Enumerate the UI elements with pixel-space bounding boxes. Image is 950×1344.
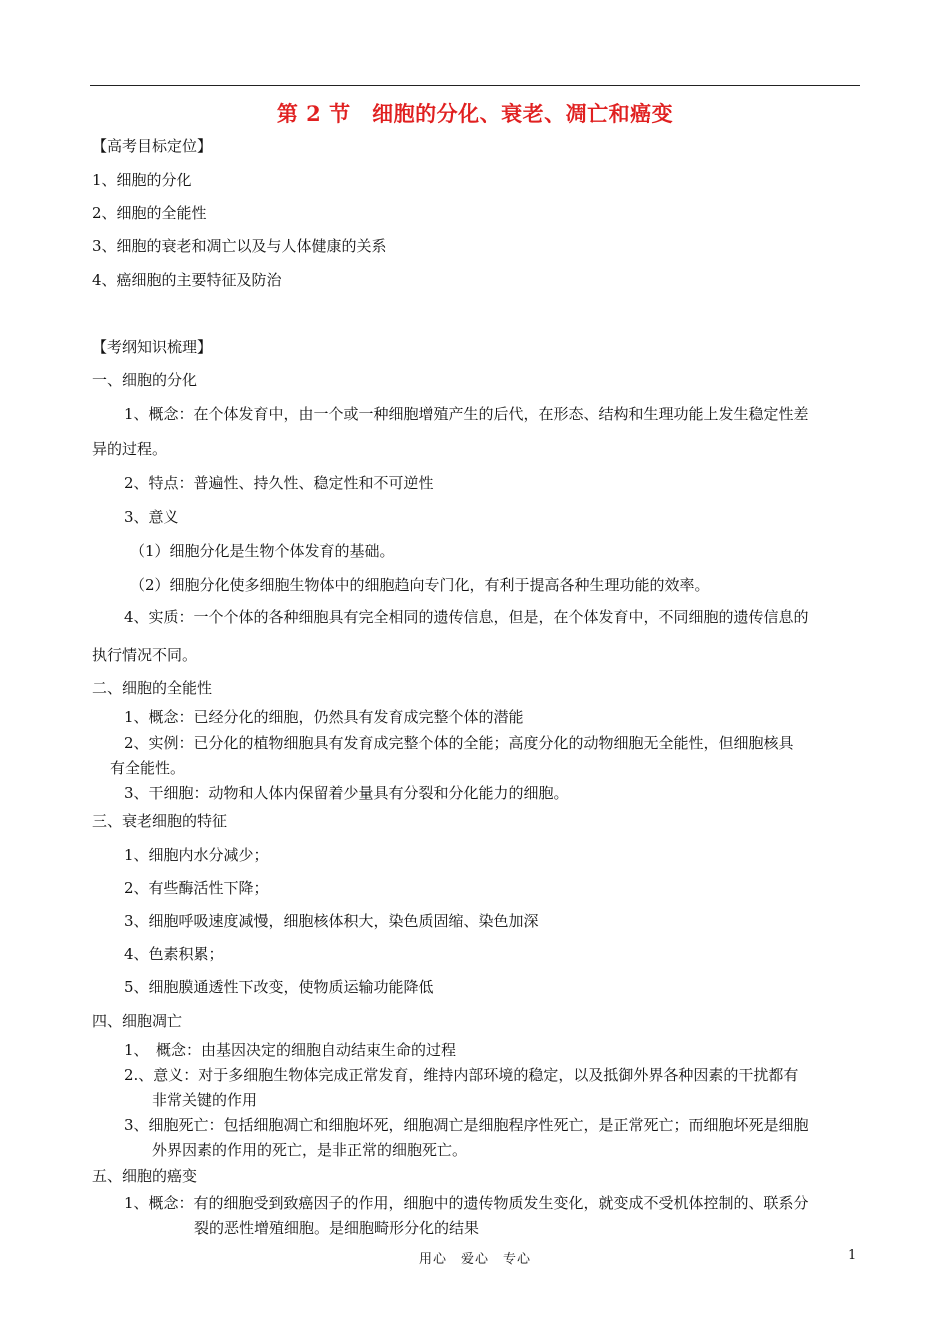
page-title: 第 2 节 细胞的分化、衰老、凋亡和癌变 (276, 101, 674, 126)
goal-item-4: 4、癌细胞的主要特征及防治 (92, 271, 282, 289)
section-heading-5: 五、细胞的癌变 (92, 1167, 198, 1185)
sec3-item-4: 4、色素积累； (124, 945, 224, 963)
sec1-significance-2: （2）细胞分化使多细胞生物体中的细胞趋向专门化，有利于提高各种生理功能的效率。 (130, 576, 710, 594)
sec2-example-line1: 2、实例：已分化的植物细胞具有发育成完整个体的全能；高度分化的动物细胞无全能性，但细胞核具 (124, 734, 794, 752)
sec2-stem-cell: 3、干细胞：动物和人体内保留着少量具有分裂和分化能力的细胞。 (124, 784, 569, 802)
section-heading-4: 四、细胞凋亡 (92, 1012, 183, 1030)
goals-header: 【高考目标定位】 (92, 137, 213, 155)
sec2-concept: 1、概念：已经分化的细胞，仍然具有发育成完整个体的潜能 (124, 708, 524, 726)
sec1-essence-line2: 执行情况不同。 (92, 646, 198, 664)
sec4-death-line1: 3、细胞死亡：包括细胞凋亡和细胞坏死，细胞凋亡是细胞程序性死亡，是正常死亡；而细胞坏死是细胞 (124, 1116, 809, 1134)
sec2-example-line2: 有全能性。 (110, 759, 186, 777)
page-footer: 用心 爱心 专心 (418, 1252, 531, 1267)
sec4-meaning-line2: 非常关键的作用 (152, 1091, 258, 1109)
sec1-significance: 3、意义 (124, 508, 179, 526)
section-heading-2: 二、细胞的全能性 (92, 679, 213, 697)
section-heading-3: 三、衰老细胞的特征 (92, 812, 228, 830)
sec3-item-5: 5、细胞膜通透性下改变，使物质运输功能降低 (124, 978, 434, 996)
sec1-concept-line1: 1、概念：在个体发育中，由一个或一种细胞增殖产生的后代，在形态、结构和生理功能上发生稳定性差 (124, 405, 809, 423)
section-heading-1: 一、细胞的分化 (92, 371, 198, 389)
goal-item-3: 3、细胞的衰老和凋亡以及与人体健康的关系 (92, 237, 387, 255)
header-rule (90, 85, 860, 86)
page-number: 1 (848, 1248, 857, 1263)
sec3-item-1: 1、细胞内水分减少； (124, 846, 269, 864)
goal-item-2: 2、细胞的全能性 (92, 204, 207, 222)
outline-header: 【考纲知识梳理】 (92, 338, 213, 356)
sec5-concept-line2: 裂的恶性增殖细胞。是细胞畸形分化的结果 (194, 1219, 480, 1237)
sec4-concept: 1、 概念：由基因决定的细胞自动结束生命的过程 (124, 1041, 457, 1059)
sec1-significance-1: （1）细胞分化是生物个体发育的基础。 (130, 542, 395, 560)
sec1-essence-line1: 4、实质：一个个体的各种细胞具有完全相同的遗传信息，但是，在个体发育中，不同细胞的遗传信息的 (124, 608, 809, 626)
sec1-concept-line2: 异的过程。 (92, 440, 168, 458)
sec4-meaning-line1: 2.、意义：对于多细胞生物体完成正常发育，维持内部环境的稳定，以及抵御外界各种因素的干扰都有 (124, 1066, 799, 1084)
sec3-item-3: 3、细胞呼吸速度减慢，细胞核体积大，染色质固缩、染色加深 (124, 912, 539, 930)
goal-item-1: 1、细胞的分化 (92, 171, 192, 189)
sec5-concept-line1: 1、概念：有的细胞受到致癌因子的作用，细胞中的遗传物质发生变化，就变成不受机体控制的、联系分 (124, 1194, 809, 1212)
sec4-death-line2: 外界因素的作用的死亡，是非正常的细胞死亡。 (152, 1141, 468, 1159)
sec1-features: 2、特点：普遍性、持久性、稳定性和不可逆性 (124, 474, 434, 492)
sec3-item-2: 2、有些酶活性下降； (124, 879, 269, 897)
